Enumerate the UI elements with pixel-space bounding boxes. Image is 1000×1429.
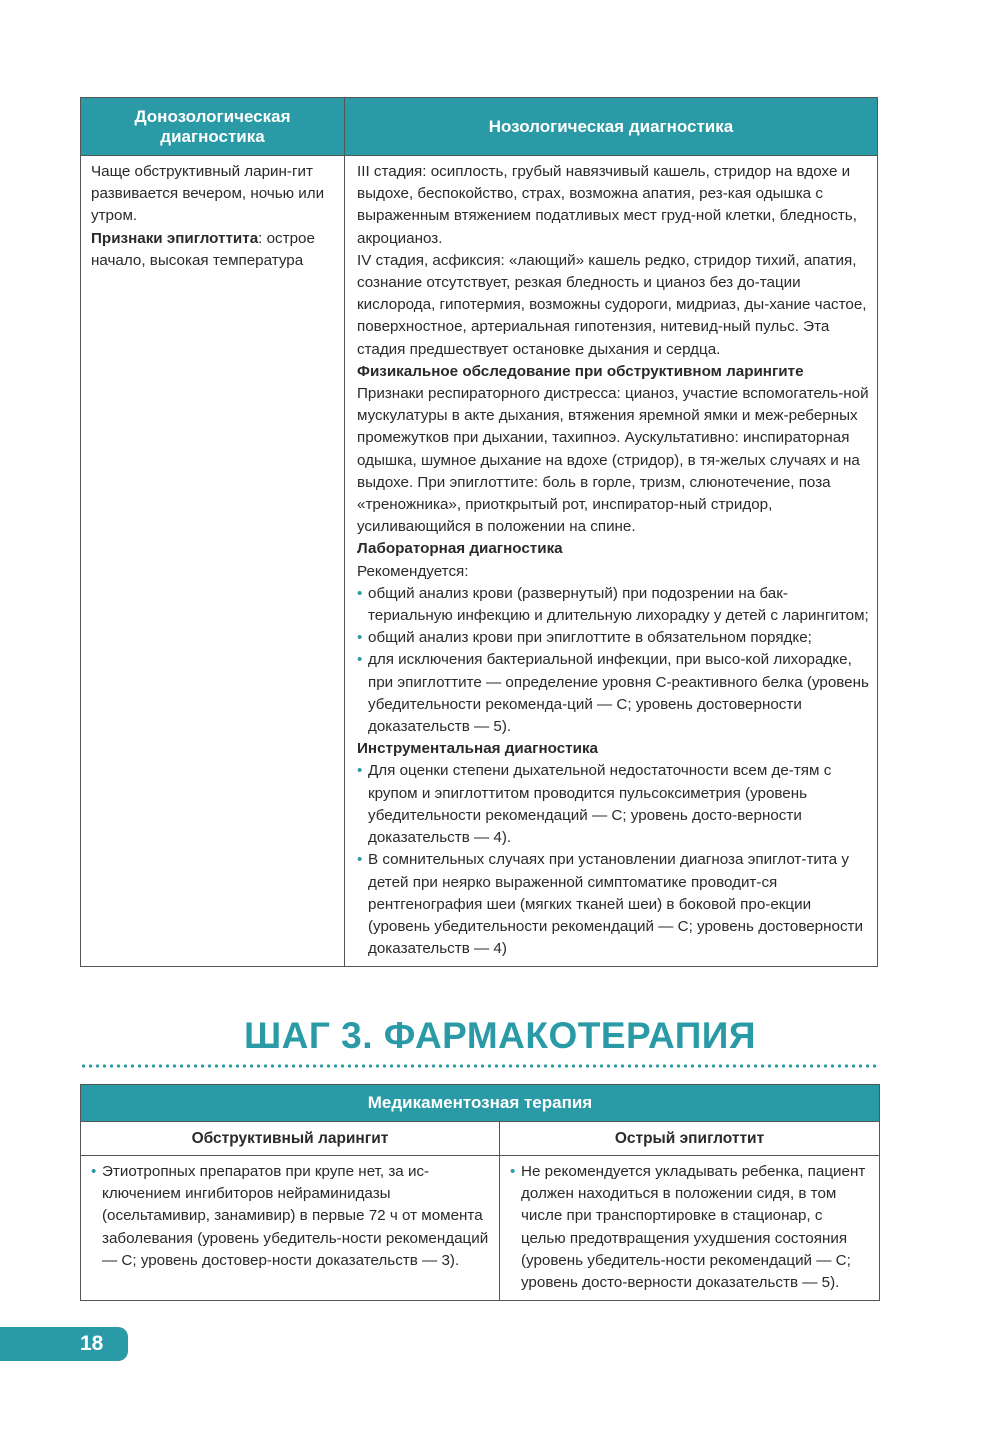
diagnostics-table-header [81, 98, 877, 156]
list-item [357, 583, 869, 627]
list-item [357, 849, 869, 960]
page-number: 18 [0, 1327, 128, 1361]
subheader-obstructive-laryngitis: Обструктивный ларингит [81, 1122, 500, 1155]
prenosological-text: Чаще обструктивный ларин-гит развивается вечером, ночью или утром. [91, 163, 325, 225]
header-prenosological: Донозологическая диагностика [81, 98, 345, 155]
bullet-icon: • [357, 651, 363, 669]
list-item-text: для исключения бактериальной инфекции, при высо-кой лихорадке, при эпиглоттите — определение уровня С-реактивного белка (уровень убедительности рекоменда-ций — С; уровень достоверности доказательств — 5). [368, 651, 869, 736]
list-item-text: В сомнительных случаях при установлении диагноза эпиглот-тита у детей при неярко выраженной симптоматике проводит-ся рентгенография шеи (мягких тканей шеи) в боковой про-екции (уровень убедительности рекомендаций — С; уровень достоверности доказательств — 4) [368, 851, 863, 958]
nosological-cell [345, 156, 877, 966]
instrumental-diagnostics-heading: Инструментальная диагностика [357, 740, 598, 758]
physical-exam-heading: Физикальное обследование при обструктивном ларингите [357, 362, 804, 380]
header-nosological: Нозологическая диагностика [488, 116, 734, 136]
list-item-text: общий анализ крови при эпиглоттите в обязательном порядке; [368, 629, 812, 647]
list-item [91, 1161, 491, 1272]
drug-therapy-title: Медикаментозная терапия [81, 1085, 879, 1122]
laryngitis-therapy-cell [81, 1156, 500, 1300]
bullet-icon: • [510, 1163, 516, 1180]
bullet-icon: • [357, 629, 363, 647]
list-item [510, 1161, 871, 1294]
subheader-acute-epiglottitis: Острый эпиглоттит [614, 1129, 765, 1147]
prenosological-cell [81, 156, 345, 966]
bullet-icon: • [357, 851, 363, 869]
list-item-text: Этиотропных препаратов при крупе нет, за ис-ключением ингибиторов нейраминидазы (осельтамивир, занамивир) в первые 72 ч от момента заболевания (уровень убедитель-ности рекомендаций — С; уровень достовер-ности доказательств — 3). [102, 1163, 489, 1269]
list-item-text: общий анализ крови (развернутый) при подозрении на бак-териальную инфекцию и длительную лихорадку у детей с ларингитом; [368, 584, 869, 625]
epiglottitis-signs-label: Признаки эпиглоттита [91, 229, 259, 247]
epiglottitis-signs-text: : острое начало, высокая температура [91, 229, 315, 269]
list-item [357, 649, 869, 738]
bullet-icon: • [357, 584, 363, 602]
stage-3-text: III стадия: осиплость, грубый навязчивый кашель, стридор на вдохе и выдохе, беспокойство, страх, возможна апатия, рез-кая одышка с выраженным втяжением податливых мест груд-ной клетки, бледность, акроцианоз. [357, 163, 857, 247]
diagnostics-table [80, 97, 878, 967]
physical-exam-text: Признаки респираторного дистресса: цианоз, участие вспомогатель-ной мускулатуры в акте дыхания, втяжения яремной ямки и меж-реберных промежутков при дыхании, тахипноэ. Аускультативно: инспираторная одышка, шумное дыхание на вдохе (стридор), в тя-желых случаях и на выдохе. При эпиглоттите: боль в горле, тризм, слюнотечение, поза «треножника», приоткрытый рот, инспиратор-ный стридор, усиливающийся в положении на спине. [357, 385, 869, 536]
section-title: ШАГ 3. ФАРМАКОТЕРАПИЯ [244, 1015, 756, 1056]
bullet-icon: • [357, 762, 363, 780]
table-row [81, 1156, 879, 1300]
dotted-divider [80, 1064, 880, 1068]
stage-4-text: IV стадия, асфиксия: «лающий» кашель редко, стридор тихий, апатия, сознание отсутствует, резкая бледность и цианоз без до-тации кислорода, гипотермия, возможны судороги, мидриаз, ды-хание частое, поверхностное, артериальная гипотензия, нитевид-ный пульс. Эта стадия предшествует остановке дыхания и сердца. [357, 251, 867, 358]
bullet-icon: • [91, 1163, 97, 1180]
list-item-text: Не рекомендуется укладывать ребенка, пациент должен находиться в положении сидя, в том числе при транспортировке в стационар, с целью предотвращения ухудшения состояния (уровень убедитель-ности рекомендаций — С; уровень досто-верности доказательств — 5). [521, 1163, 866, 1292]
list-item-text: Для оценки степени дыхательной недостаточности всем де-тям с крупом и эпиглоттитом проводится пульсоксиметрия (уровень убедительности рекомендаций — С; уровень досто-верности доказательств — 4). [368, 762, 832, 847]
list-item [357, 627, 869, 649]
drug-therapy-subheader [81, 1122, 879, 1156]
list-item [357, 760, 869, 849]
lab-intro: Рекомендуется: [357, 562, 469, 580]
epiglottitis-therapy-cell [500, 1156, 879, 1300]
lab-diagnostics-heading: Лабораторная диагностика [357, 540, 563, 558]
epiglottitis-signs [91, 228, 336, 272]
drug-therapy-table [80, 1084, 880, 1301]
